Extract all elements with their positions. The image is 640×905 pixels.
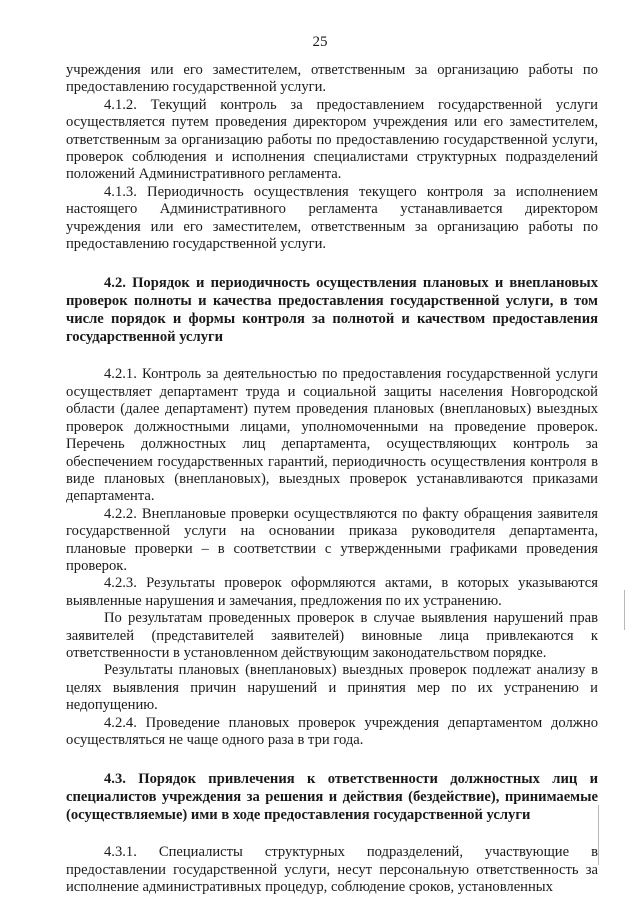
paragraph: 4.2.2. Внеплановые проверки осуществляются по факту обращения заявителя государственной услуги на основании приказа руководителя департамента, плановые проверки – в соответствии с утвержденными графиками проведения проверок. — [66, 505, 598, 574]
paragraph: 4.2.4. Проведение плановых проверок учреждения департаментом должно осуществляться не чаще одного раза в три года. — [66, 714, 598, 748]
paragraph: 4.2.3. Результаты проверок оформляются актами, в которых указываются выявленные нарушения и замечания, предложения по их устранению. — [66, 575, 598, 609]
paragraph: По результатам проведенных проверок в случае выявления нарушений прав заявителей (представителей заявителей) виновные лица привлекаются к ответственности в установленном действующим законодательством порядке. — [66, 610, 598, 661]
paragraph: 4.1.2. Текущий контроль за предоставлением государственной услуги осуществляется путем проведения директором учреждения или его заместителем, ответственным за организацию работы по предоставлению государственной услуги, проверок соблюдения и исполнения специалистами структурных подразделений положений Административного регламента. — [66, 96, 598, 183]
paragraph: 4.2.1. Контроль за деятельностью по предоставления государственной услуги осуществляет департамент труда и социальной защиты населения Новгородской области (далее департамент) путем проведения плановых (внеплановых) выездных проверок должностными лицами, уполномоченными на проведение проверок. Перечень должностных лиц департамента, осуществляющих контроль за обеспечением государственных гарантий, периодичность осуществления контроля в виде плановых (внеплановых), выездных проверок устанавливаются приказами департамента. — [66, 366, 598, 505]
section-heading-4-3: 4.3. Порядок привлечения к ответственности должностных лиц и специалистов учреждения за решения и действия (бездействие), принимаемые (осуществляемые) ими в ходе предоставления государственной услуги — [66, 771, 598, 824]
paragraph: 4.3.1. Специалисты структурных подразделений, участвующие в предоставлении государственной услуги, несут персональную ответственность за исполнение административных процедур, соблюдение сроков, установленных — [66, 844, 598, 896]
scan-edge-mark — [624, 590, 625, 630]
paragraph: Результаты плановых (внеплановых) выездных проверок подлежат анализу в целях выявления причин нарушений и принятия мер по их устранению и недопущению. — [66, 662, 598, 714]
document-body — [66, 62, 598, 897]
paragraph: 4.1.3. Периодичность осуществления текущего контроля за исполнением настоящего Административного регламента устанавливается директором учреждения или его заместителем, ответственным за организацию работы по предоставлению государственной услуги. — [66, 183, 598, 253]
paragraph: учреждения или его заместителем, ответственным за организацию работы по предоставлению государственной услуги. — [66, 62, 598, 96]
page-number: 25 — [312, 34, 328, 50]
section-heading-4-2: 4.2. Порядок и периодичность осуществления плановых и внеплановых проверок полноты и качества предоставления государственной услуги, в том числе порядок и формы контроля за полнотой и качеством предоставления государственной услуги — [66, 275, 598, 346]
scan-edge-mark — [598, 805, 599, 865]
